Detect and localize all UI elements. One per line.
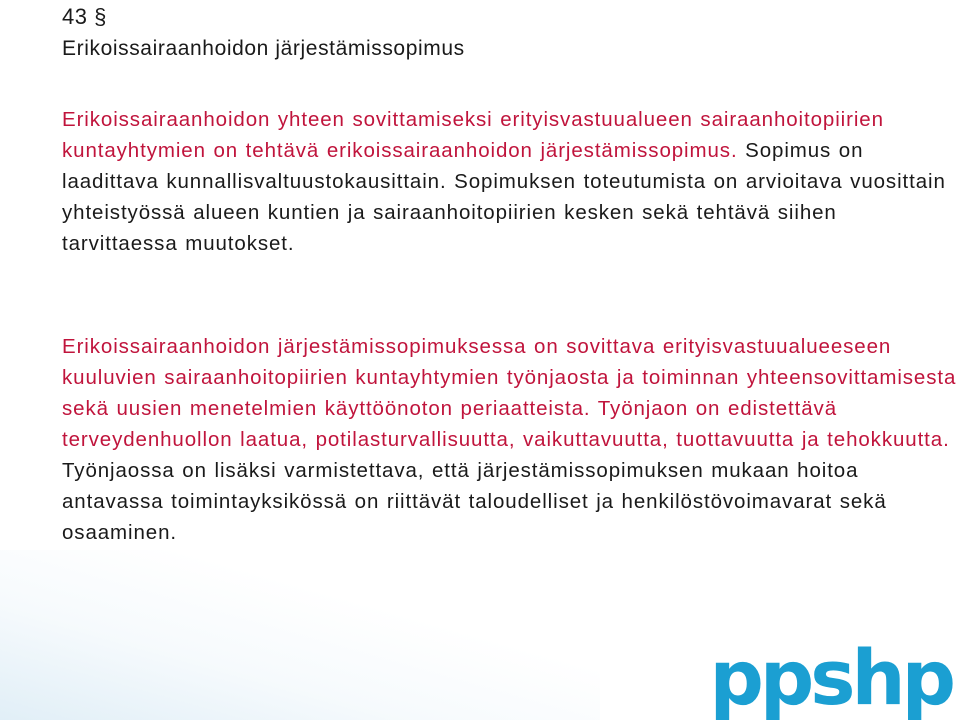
- document-title: Erikoissairaanhoidon järjestämissopimus: [62, 37, 465, 60]
- paragraph-1-text: Sopimus on laadittava kunnallisvaltuustokausittain. Sopimuksen toteutumista on arvioitava vuosittain yhteistyössä alueen kuntien ja sairaanhoitopiirien kesken sekä tehtävä siihen tarvittaessa muutokset.: [62, 139, 946, 255]
- paragraph-1-highlight: Erikoissairaanhoidon yhteen sovittamiseksi erityisvastuualueen sairaanhoitopiirien kuntayhtymien on tehtävä erikoissairaanhoidon järjestämissopimus.: [62, 108, 884, 162]
- section-number: 43 §: [62, 4, 107, 29]
- paragraph-2-highlight: Erikoissairaanhoidon järjestämissopimuksessa on sovittava erityisvastuualueeseen kuuluvien sairaanhoitopiirien kuntayhtymien työnjaosta ja toiminnan yhteensovittamisesta sekä uusien menetelmien käyttöönoton periaatteista. Työnjaon on edistettävä terveydenhuollon laatua, potilasturvallisuutta, vaikuttavuutta, tuottavuutta ja tehokkuutta.: [62, 335, 957, 451]
- paragraph-2-text: Työnjaossa on lisäksi varmistettava, että järjestämissopimuksen mukaan hoitoa antavassa toimintayksikössä on riittävät taloudelliset ja henkilöstövoimavarat sekä osaaminen.: [62, 459, 887, 544]
- ppshp-logo: ppshp: [709, 633, 952, 720]
- paragraph-1: [62, 104, 957, 259]
- heading-block: [62, 2, 922, 64]
- paragraph-2: [62, 331, 957, 548]
- background-decoration: [0, 550, 600, 720]
